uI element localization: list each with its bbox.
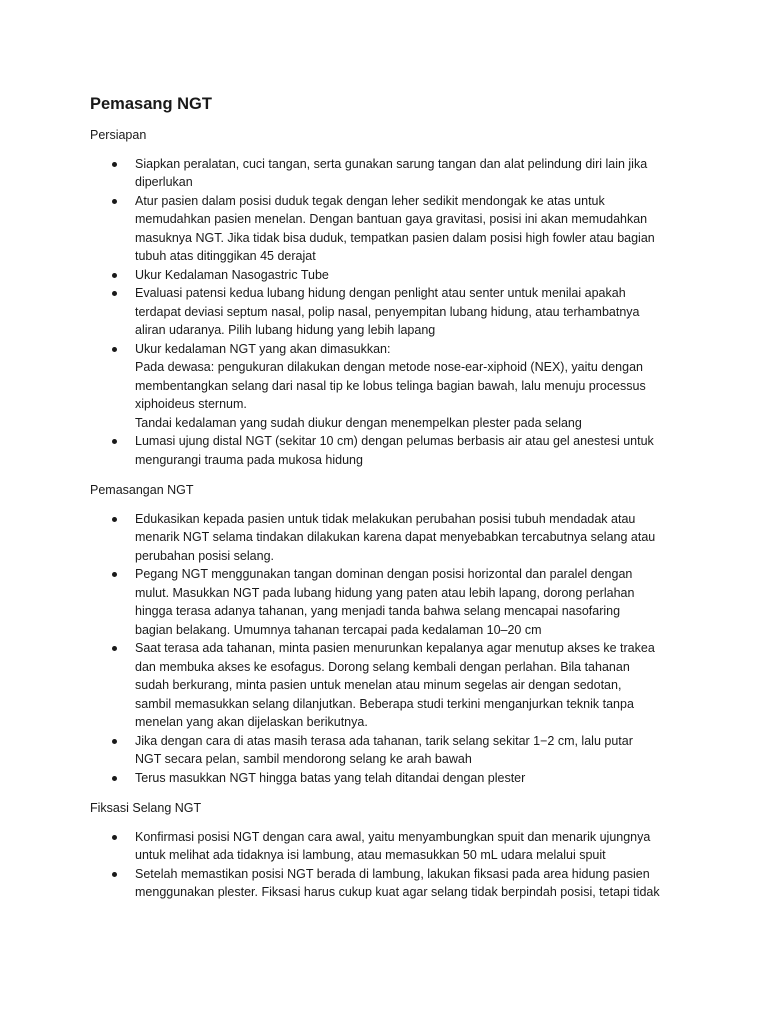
list-item	[90, 769, 660, 788]
list-item-text: Jika dengan cara di atas masih terasa ada tahanan, tarik selang sekitar 1−2 cm, lalu putar NGT secara pelan, sambil mendorong selang ke arah bawah	[135, 733, 633, 766]
list-item	[90, 510, 660, 566]
list-item	[90, 565, 660, 639]
list-item-text: Konfirmasi posisi NGT dengan cara awal, yaitu menyambungkan spuit dan menarik ujungnya untuk melihat ada tidaknya isi lambung, atau memasukkan 50 mL udara melalui spuit	[135, 829, 651, 862]
document-body	[90, 94, 660, 914]
bullet-icon	[112, 872, 117, 877]
list-item-text: Tandai kedalaman yang sudah diukur dengan menempelkan plester pada selang	[135, 415, 582, 430]
bullet-icon	[112, 273, 117, 278]
list-item-text: Atur pasien dalam posisi duduk tegak dengan leher sedikit mendongak ke atas untuk memudahkan pasien menelan. Dengan bantuan gaya gravitasi, posisi ini akan memudahkan masuknya NGT. Jika tidak bisa duduk, tempatkan pasien dalam posisi high fowler atau bagian tubuh atas ditinggikan 45 derajat	[135, 193, 655, 263]
list-item-text: Lumasi ujung distal NGT (sekitar 10 cm) dengan pelumas berbasis air atau gel anestesi untuk mengurangi trauma pada mukosa hidung	[135, 434, 654, 467]
bullet-list	[90, 155, 660, 470]
list-item	[90, 340, 660, 433]
bullet-icon	[112, 199, 117, 204]
list-item	[90, 639, 660, 732]
list-item	[90, 432, 660, 469]
bullet-icon	[112, 162, 117, 167]
list-item	[90, 865, 660, 902]
list-item-text: Ukur Kedalaman Nasogastric Tube	[135, 267, 329, 282]
list-item	[90, 828, 660, 865]
list-item	[90, 266, 660, 285]
section-heading: Persiapan	[90, 128, 147, 142]
bullet-icon	[112, 517, 117, 522]
list-item-text: Edukasikan kepada pasien untuk tidak melakukan perubahan posisi tubuh mendadak atau menarik NGT selama tindakan dilakukan karena dapat menyebabkan tercabutnya selang atau perubahan posisi selang.	[135, 511, 656, 563]
bullet-icon	[112, 291, 117, 296]
list-item	[90, 732, 660, 769]
bullet-list	[90, 510, 660, 788]
list-item-text: Pada dewasa: pengukuran dilakukan dengan metode nose-ear-xiphoid (NEX), yaitu dengan membentangkan selang dari nasal tip ke lobus telinga bagian bawah, lalu menuju processus xiphoideus sternum.	[135, 360, 646, 411]
document-title: Pemasang NGT	[90, 95, 212, 113]
list-item-text: Evaluasi patensi kedua lubang hidung dengan penlight atau senter untuk menilai apakah terdapat deviasi septum nasal, polip nasal, penyempitan lubang hidung, atau terhambatnya aliran udaranya. Pilih lubang hidung yang lebih lapang	[135, 286, 640, 337]
list-item-text: Terus masukkan NGT hingga batas yang telah ditandai dengan plester	[135, 770, 526, 785]
bullet-icon	[112, 835, 117, 840]
bullet-icon	[112, 776, 117, 781]
bullet-icon	[112, 347, 117, 352]
bullet-list	[90, 828, 660, 902]
list-item-text: Setelah memastikan posisi NGT berada di lambung, lakukan fiksasi pada area hidung pasien menggunakan plester. Fiksasi harus cukup kuat agar selang tidak berpindah posisi, tetapi tidak	[135, 866, 660, 899]
sections-container	[90, 126, 660, 902]
list-item-text: Siapkan peralatan, cuci tangan, serta gunakan sarung tangan dan alat pelindung diri lain jika diperlukan	[135, 156, 648, 189]
bullet-icon	[112, 572, 117, 577]
list-item	[90, 192, 660, 266]
bullet-icon	[112, 439, 117, 444]
section-heading: Fiksasi Selang NGT	[90, 801, 202, 815]
list-item-text: Ukur kedalaman NGT yang akan dimasukkan:	[135, 341, 391, 356]
list-item	[90, 155, 660, 192]
list-item-text: Saat terasa ada tahanan, minta pasien menurunkan kepalanya agar menutup akses ke trakea dan membuka akses ke esofagus. Dorong selang kembali dengan perlahan. Bila tahanan sudah berkurang, minta pasien untuk menelan atau minum segelas air dengan sedotan, sambil memasukkan selang dilanjutkan. Beberapa studi terkini menganjurkan teknik tanpa menelan yang akan dijelaskan berikutnya.	[135, 641, 655, 729]
section-heading: Pemasangan NGT	[90, 483, 194, 497]
list-item	[90, 284, 660, 340]
list-item-text: Pegang NGT menggunakan tangan dominan dengan posisi horizontal dan paralel dengan mulut. Masukkan NGT pada lubang hidung yang paten atau lebih lapang, dorong perlahan hingga terasa adanya tahanan, yang menjadi tanda bahwa selang mencapai nasofaring bagian belakang. Umumnya tahanan tercapai pada kedalaman 10–20 cm	[135, 567, 635, 637]
bullet-icon	[112, 646, 117, 651]
bullet-icon	[112, 739, 117, 744]
